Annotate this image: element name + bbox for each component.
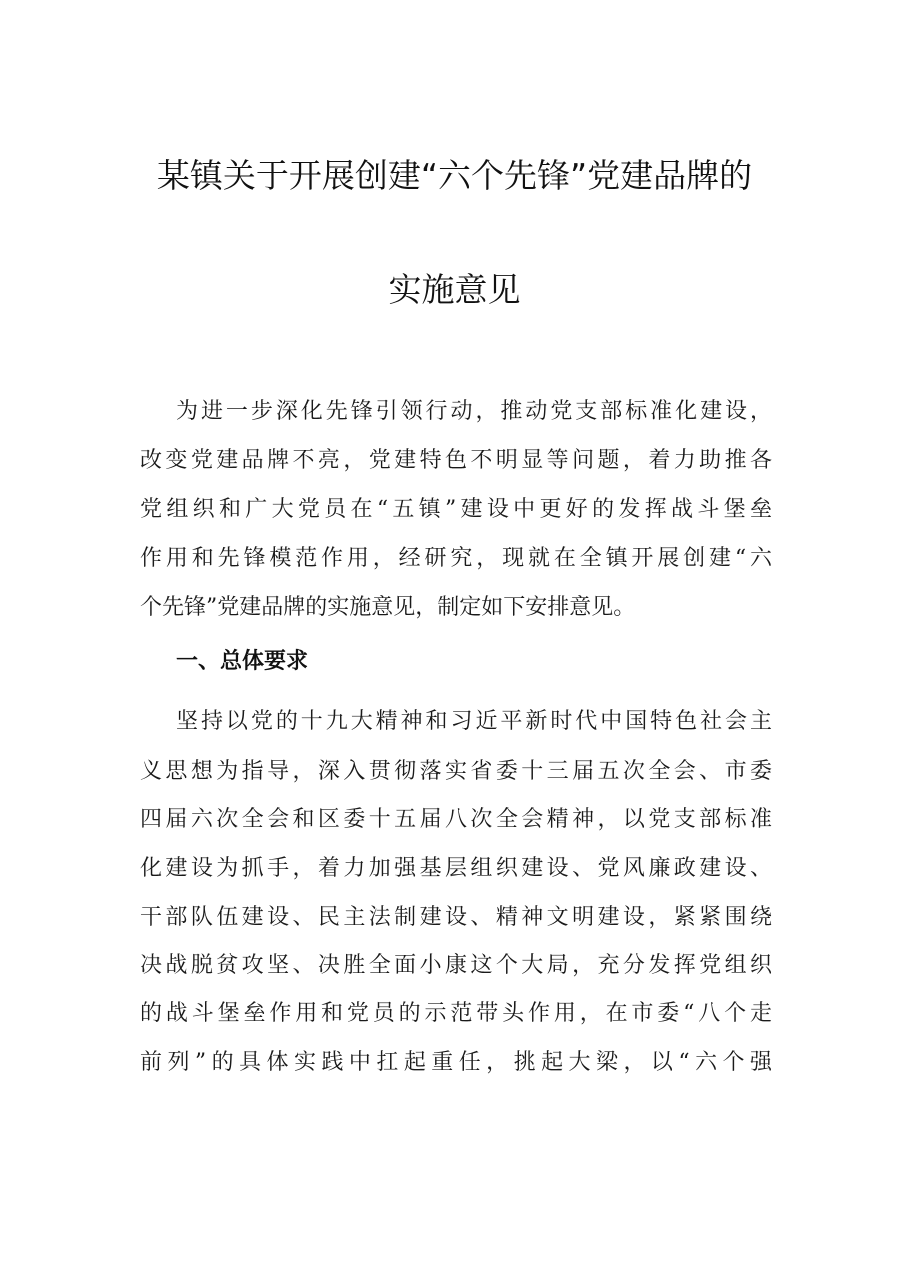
section-paragraph-line: 义思想为指导，深入贯彻落实省委十三届五次全会、市委 [140,759,772,784]
intro-paragraph-line: 改变党建品牌不亮，党建特色不明显等问题，着力助推各 [140,448,772,473]
section-paragraph-line: 四届六次全会和区委十五届八次全会精神，以党支部标准 [140,807,772,832]
document-title-line-2: 实施意见 [388,270,521,309]
section-paragraph-line: 化建设为抓手，着力加强基层组织建设、党风廉政建设、 [140,856,772,881]
intro-paragraph-line: 为进一步深化先锋引领行动，推动党支部标准化建设， [176,399,772,424]
intro-paragraph-line: 作用和先锋模范作用，经研究，现就在全镇开展创建“六 [140,546,772,571]
document-title-line-1: 某镇关于开展创建“六个先锋”党建品牌的 [156,156,753,195]
section-paragraph-line: 决战脱贫攻坚、决胜全面小康这个大局，充分发挥党组织 [140,953,772,978]
section-paragraph-line: 前列”的具体实践中扛起重任，挑起大梁，以“六个强 [140,1050,772,1075]
section-paragraph-line: 的战斗堡垒作用和党员的示范带头作用，在市委“八个走 [140,1001,772,1026]
intro-paragraph-line: 个先锋”党建品牌的实施意见，制定如下安排意见。 [140,595,636,620]
intro-paragraph-line: 党组织和广大党员在“五镇”建设中更好的发挥战斗堡垒 [140,497,772,522]
section-heading: 一、总体要求 [176,649,309,674]
section-paragraph-line: 坚持以党的十九大精神和习近平新时代中国特色社会主 [176,709,772,734]
section-paragraph-line: 干部队伍建设、民主法制建设、精神文明建设，紧紧围绕 [140,905,772,930]
